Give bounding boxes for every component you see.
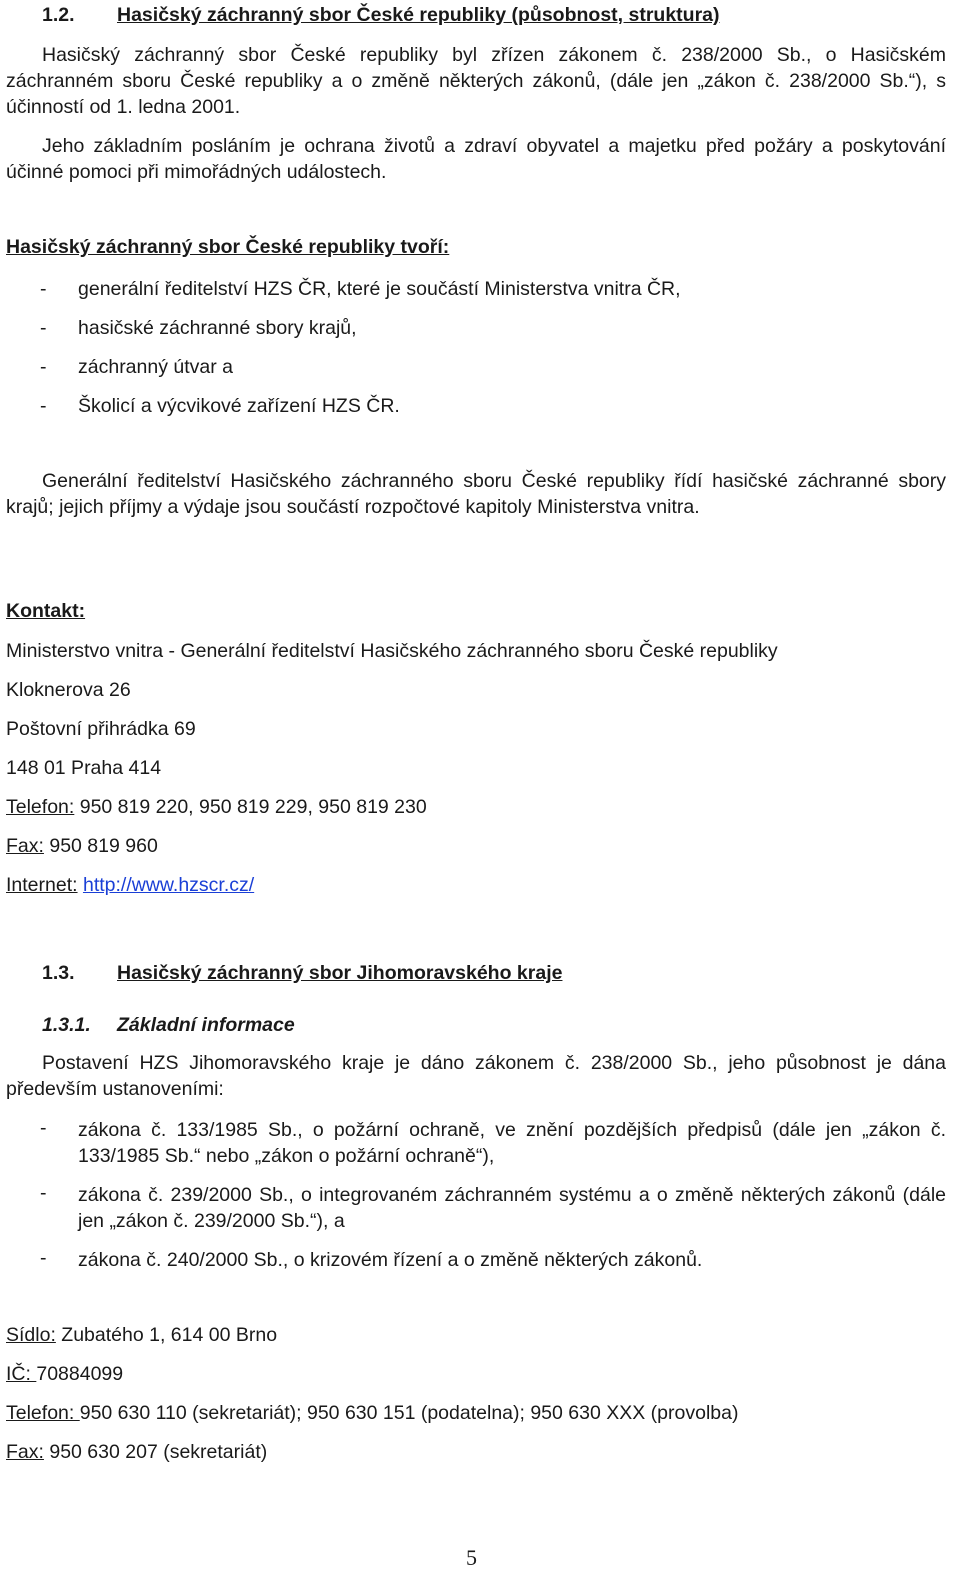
ic-label: IČ: (6, 1363, 37, 1385)
seat-label: Sídlo: (6, 1324, 56, 1346)
phone (6, 1402, 738, 1425)
list-item: zákona č. 240/2000 Sb., o krizovém řízení a o změně některých zákonů. (78, 1249, 703, 1271)
list-item: hasičské záchranné sbory krajů, (78, 317, 357, 339)
ic-value: 70884099 (36, 1363, 124, 1385)
contact-phone (6, 796, 427, 819)
list-item: generální ředitelství HZS ČR, které je součástí Ministerstva vnitra ČR, (78, 278, 681, 300)
contact-pobox: Poštovní přihrádka 69 (6, 718, 196, 740)
list-bullet: - (40, 317, 47, 339)
contact-street: Kloknerova 26 (6, 679, 131, 701)
page-number: 5 (466, 1545, 477, 1570)
section-1-2-number: 1.2. (42, 4, 75, 26)
contact-fax-label: Fax: (6, 835, 44, 857)
section-1-2-title: Hasičský záchranný sbor České republiky (působnost, struktura) (117, 4, 720, 26)
section-1-2-para3: Generální ředitelství Hasičského záchranného sboru České republiky řídí hasičské záchranné sbory krajů; jejich příjmy a výdaje jsou součástí rozpočtové kapitoly Ministerstva vnitra. (6, 470, 946, 518)
contact-internet-label: Internet: (6, 874, 78, 896)
list-bullet: - (40, 1182, 47, 1204)
ic (6, 1363, 123, 1386)
fax-label: Fax: (6, 1441, 44, 1463)
seat-value: Zubatého 1, 614 00 Brno (55, 1324, 278, 1346)
list-item: zákona č. 239/2000 Sb., o integrovaném záchranném systému a o změně některých zákonů (dále jen „zákon č. 239/2000 Sb.“), a (78, 1184, 946, 1232)
fax-value: 950 630 207 (sekretariát) (43, 1441, 268, 1463)
contact-heading: Kontakt: (6, 600, 86, 622)
list-item: Školicí a výcvikové zařízení HZS ČR. (78, 395, 400, 417)
fax (6, 1441, 267, 1464)
seat (6, 1324, 277, 1347)
contact-internet (6, 874, 254, 897)
contact-org: Ministerstvo vnitra - Generální ředitelství Hasičského záchranného sboru České republiky (6, 640, 778, 662)
section-1-2-para2: Jeho základním posláním je ochrana životů a zdraví obyvatel a majetku před požáry a poskytování účinné pomoci při mimořádných událostech. (6, 135, 946, 183)
contact-city: 148 01 Praha 414 (6, 757, 162, 779)
list-item: záchranný útvar a (78, 356, 234, 378)
contact-fax (6, 835, 158, 858)
phone-value: 950 630 110 (sekretariát); 950 630 151 (podatelna); 950 630 XXX (provolba) (79, 1402, 739, 1424)
list-bullet: - (40, 395, 47, 417)
contact-phone-value: 950 819 220, 950 819 229, 950 819 230 (74, 796, 427, 818)
list-bullet: - (40, 278, 47, 300)
list-item: zákona č. 133/1985 Sb., o požární ochraně, ve znění pozdějších předpisů (dále jen „zákon č. 133/1985 Sb.“ nebo „zákon o požární ochraně“), (78, 1119, 946, 1167)
list-bullet: - (40, 1247, 47, 1269)
section-1-3-1-number: 1.3.1. (42, 1014, 91, 1036)
list-bullet: - (40, 1117, 47, 1139)
section-1-3-1-intro: Postavení HZS Jihomoravského kraje je dáno zákonem č. 238/2000 Sb., jeho působnost je dána především ustanoveními: (6, 1052, 946, 1100)
contact-fax-value: 950 819 960 (43, 835, 158, 857)
section-1-3-number: 1.3. (42, 962, 75, 984)
phone-label: Telefon: (6, 1402, 80, 1424)
list-bullet: - (40, 356, 47, 378)
structure-heading: Hasičský záchranný sbor České republiky tvoří: (6, 236, 450, 258)
contact-phone-label: Telefon: (6, 796, 75, 818)
section-1-2-para1: Hasičský záchranný sbor České republiky byl zřízen zákonem č. 238/2000 Sb., o Hasičském záchranném sboru České republiky a o změně některých zákonů, (dále jen „zákon č. 238/2000 Sb.“), s účinností od 1. ledna 2001. (6, 44, 946, 118)
internet-link[interactable]: http://www.hzscr.cz/ (82, 874, 255, 896)
section-1-3-1-title: Základní informace (117, 1014, 295, 1036)
section-1-3-title: Hasičský záchranný sbor Jihomoravského kraje (117, 962, 563, 984)
